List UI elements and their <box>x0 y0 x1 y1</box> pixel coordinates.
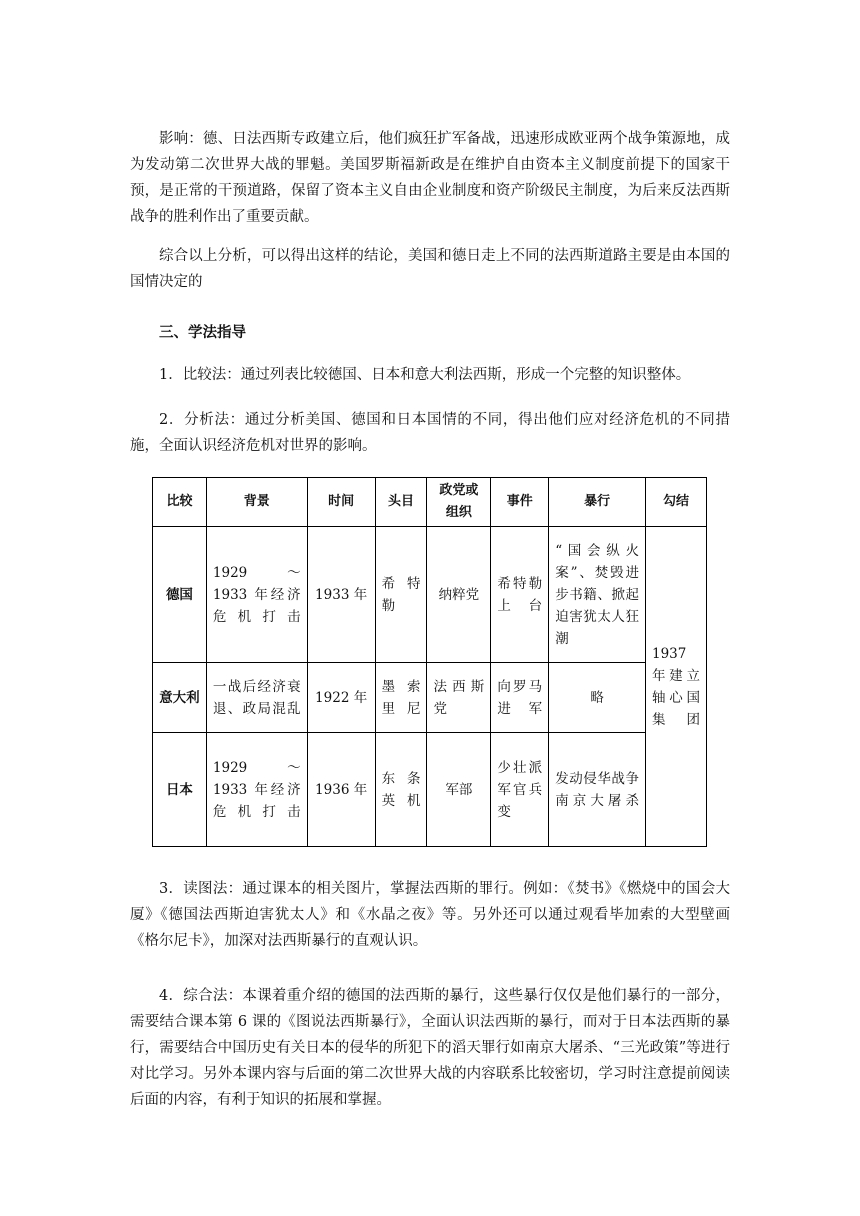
cell-time: 1933 年 <box>307 527 375 663</box>
cell-country: 德国 <box>153 527 207 663</box>
cell-country: 意大利 <box>153 663 207 733</box>
cell-atrocity: 发动侵华战争 南京大屠杀 <box>549 733 646 847</box>
section-title: 三、学法指导 <box>159 325 246 341</box>
header-time: 时间 <box>307 478 375 527</box>
header-alliance: 勾结 <box>645 478 706 527</box>
paragraph-conclusion: 综合以上分析，可以得出这样的结论，美国和德日走上不同的法西斯道路主要是由本国的国情决定的 <box>130 248 730 290</box>
cell-background: 一战后经济衰退、政局混乱 <box>206 663 307 733</box>
header-atrocity: 暴行 <box>549 478 646 527</box>
cell-leader: 东条英机 <box>375 733 427 847</box>
cell-party: 纳粹党 <box>427 527 491 663</box>
cell-leader: 希特勒 <box>375 527 427 663</box>
cell-atrocity: “国会纵火案”、焚毁进步书籍、掀起迫害犹太人狂潮 <box>549 527 646 663</box>
cell-background: 1929 ～ 1933 年经济危机打击 <box>206 733 307 847</box>
fascism-comparison-table <box>152 477 707 847</box>
cell-alliance: 1937 年建立轴心国集团 <box>645 527 706 847</box>
header-leader: 头目 <box>375 478 427 527</box>
paragraph-method-comparison: 1．比较法：通过列表比较德国、日本和意大利法西斯，形成一个完整的知识整体。 <box>159 367 691 383</box>
cell-time: 1922 年 <box>307 663 375 733</box>
header-compare: 比较 <box>153 478 207 527</box>
paragraph-method-analysis: 2．分析法：通过分析美国、德国和日本国情的不同，得出他们应对经济危机的不同措施，全面认识经济危机对世界的影响。 <box>130 412 730 454</box>
paragraph-method-reading-images: 3．读图法：通过课本的相关图片，掌握法西斯的罪行。例如：《焚书》《燃烧中的国会大厦》《德国法西斯迫害犹太人》和《水晶之夜》等。另外还可以通过观看毕加索的大型壁画《格尔尼卡》，加深对法西斯暴行的直观认识。 <box>130 881 730 949</box>
cell-background: 1929 ～ 1933 年经济危机打击 <box>206 527 307 663</box>
cell-party: 法西斯党 <box>427 663 491 733</box>
cell-event: 少壮派军官兵变 <box>491 733 549 847</box>
header-party: 政党或组织 <box>427 478 491 527</box>
cell-event: 向罗马进军 <box>491 663 549 733</box>
header-event: 事件 <box>491 478 549 527</box>
cell-time: 1936 年 <box>307 733 375 847</box>
cell-atrocity: 略 <box>549 663 646 733</box>
cell-country: 日本 <box>153 733 207 847</box>
table-row-japan <box>153 733 707 847</box>
header-background: 背景 <box>206 478 307 527</box>
cell-leader: 墨索里尼 <box>375 663 427 733</box>
paragraph-method-synthesis: 4．综合法：本课着重介绍的德国的法西斯的暴行，这些暴行仅仅是他们暴行的一部分，需要结合课本第 6 课的《图说法西斯暴行》，全面认识法西斯的暴行，而对于日本法西斯的暴行，需要结合中国历史有关日本的侵华的所犯下的滔天罪行如南京大屠杀、“三光政策”等进行对比学习。另外本课内容与后面的第二次世界大战的内容联系比较密切，学习时注意提前阅读后面的内容，有利于知识的拓展和掌握。 <box>130 988 730 1108</box>
table-row-italy <box>153 663 707 733</box>
table-row-germany <box>153 527 707 663</box>
paragraph-influence: 影响：德、日法西斯专政建立后，他们疯狂扩军备战，迅速形成欧亚两个战争策源地，成为发动第二次世界大战的罪魁。美国罗斯福新政是在维护自由资本主义制度前提下的国家干预，是正常的干预道路，保留了资本主义自由企业制度和资产阶级民主制度，为后来反法西斯战争的胜利作出了重要贡献。 <box>130 131 730 225</box>
table-header-row <box>153 478 707 527</box>
cell-event: 希特勒上台 <box>491 527 549 663</box>
cell-party: 军部 <box>427 733 491 847</box>
